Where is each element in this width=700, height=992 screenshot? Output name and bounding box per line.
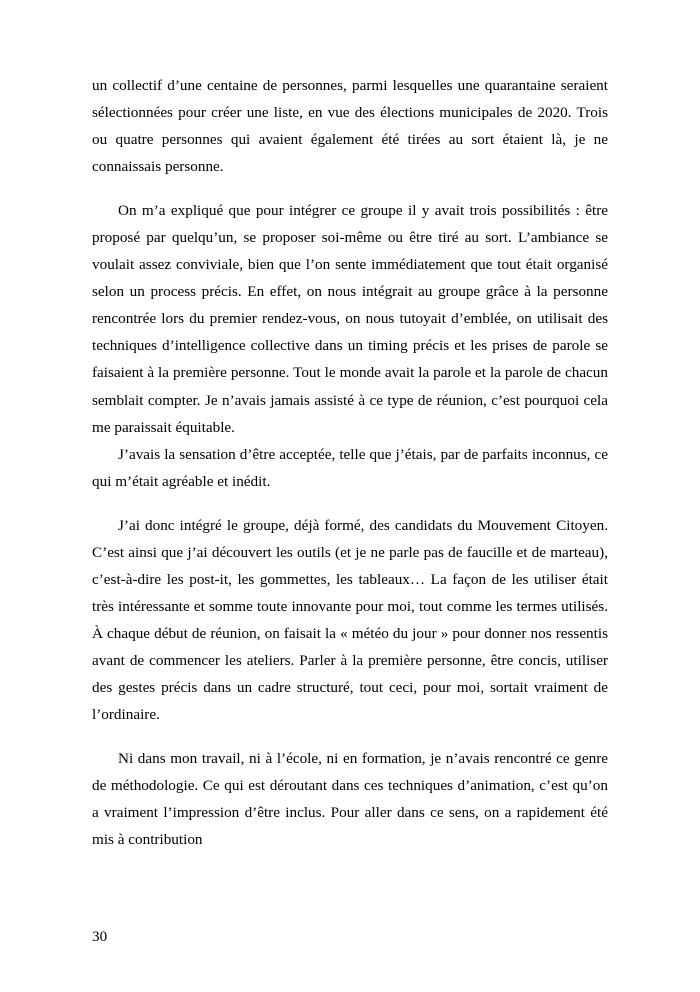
page-body-text bbox=[92, 72, 608, 853]
paragraph-continuation: un collectif d’une centaine de personnes, parmi lesquelles une quarantaine seraient sélectionnées pour créer une liste, en vue des élections municipales de 2020. Trois ou quatre personnes qui avaient également été tirées au sort étaient là, je ne connaissais personne. bbox=[92, 77, 608, 176]
paragraph: J’avais la sensation d’être acceptée, telle que j’étais, par de parfaits inconnus, ce qui m’était agréable et inédit. bbox=[92, 445, 608, 490]
page-number: 30 bbox=[92, 927, 108, 945]
paragraph: J’ai donc intégré le groupe, déjà formé, des candidats du Mouvement Citoyen. C’est ainsi que j’ai découvert les outils (et je ne parle pas de faucille et de marteau), c’est-à-dire les post-it, les gommettes, les tableaux… La façon de les utiliser était très intéressante et somme toute innovante pour moi, tout comme les termes utilisés. À chaque début de réunion, on faisait la « météo du jour » pour donner nos ressentis avant de commencer les ateliers. Parler à la première personne, être concis, utiliser des gestes précis dans un cadre structuré, tout ceci, pour moi, sortait vraiment de l’ordinaire. bbox=[92, 516, 608, 724]
paragraph: Ni dans mon travail, ni à l’école, ni en formation, je n’avais rencontré ce genre de méthodologie. Ce qui est déroutant dans ces techniques d’animation, c’est qu’on a vraiment l’impression d’être inclus. Pour aller dans ce sens, on a rapidement été mis à contribution bbox=[92, 750, 608, 849]
paragraph: On m’a expliqué que pour intégrer ce groupe il y avait trois possibilités : être proposé par quelqu’un, se proposer soi-même ou être tiré au sort. L’ambiance se voulait assez conviviale, bien que l’on sente immédiatement que tout était organisé selon un process précis. En effet, on nous intégrait au groupe grâce à la personne rencontrée lors du premier rendez-vous, on nous tutoyait d’emblée, on utilisait des techniques d’intelligence collective dans un timing précis et les prises de parole se faisaient à la première personne. Tout le monde avait la parole et la parole de chacun semblait compter. Je n’avais jamais assisté à ce type de réunion, c’est pourquoi cela me paraissait équitable. bbox=[92, 202, 608, 436]
